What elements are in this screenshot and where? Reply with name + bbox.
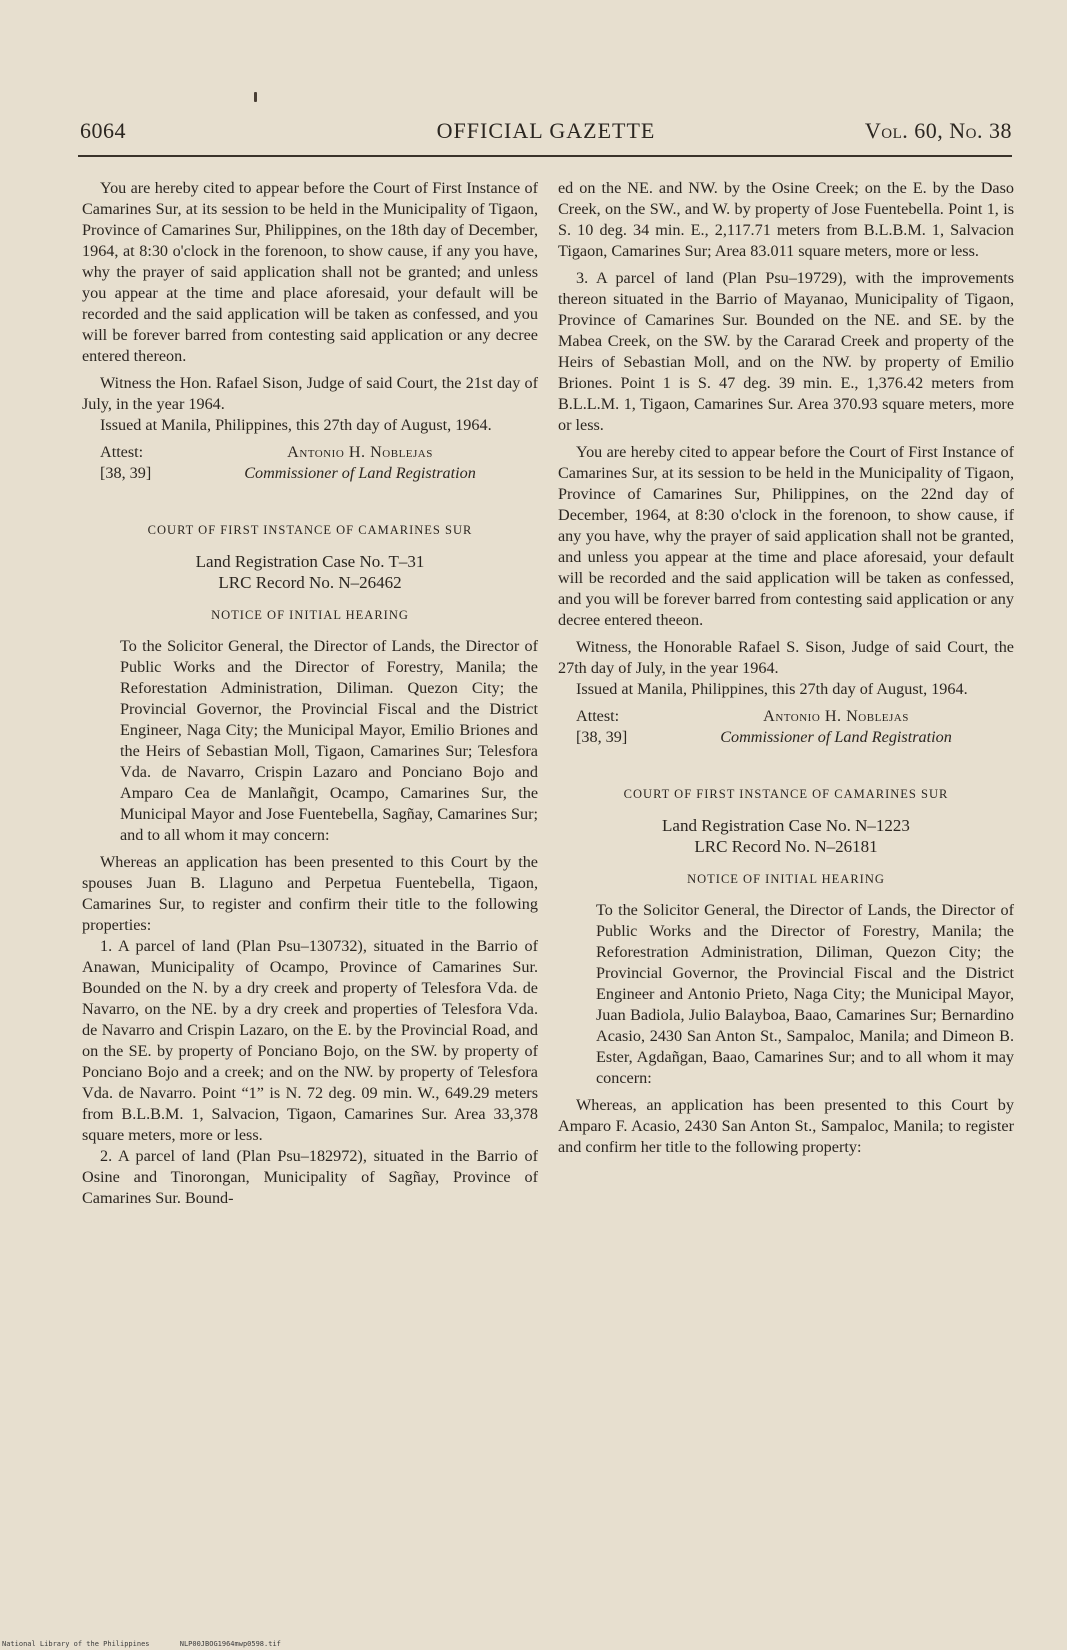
citation-paragraph: You are hereby cited to appear before the Court of First Instance of Camarines Sur, at its session to be held in the Municipality of Tigaon, Province of Camarines Sur, Philippines, on the 18th day of December, 1964, at 8:30 o'clock in the forenoon, to show cause, if any you have, why the prayer of said application shall not be granted; and unless you appear at the time and place aforesaid, your default will be recorded and the said application will be taken as confessed, and you will be forever barred from contesting said application or any decree entered thereon.	[82, 179, 538, 365]
witness-block	[82, 373, 538, 436]
notice-heading: NOTICE OF INITIAL HEARING	[211, 608, 409, 622]
left-column	[82, 178, 538, 1215]
issued-paragraph: Issued at Manila, Philippines, this 27th day of August, 1964.	[576, 680, 968, 698]
attest-title: Commissioner of Land Registration	[244, 464, 476, 482]
page-number: 6064	[80, 118, 126, 143]
parcel-3-paragraph: 3. A parcel of land (Plan Psu–19729), with the improvements thereon situated in the Barrio of Mayanao, Municipality of Tigaon, Province of Camarines Sur. Bounded on the NE. and SE. by the Mabea Creek, on the SW. by the Cararad Creek and property of the Heirs of Sebastian Moll, and on the NW. by property of Emilio Briones. Point 1 is S. 47 deg. 39 min. E., 1,376.42 meters from B.L.L.M. 1, Tigaon, Camarines Sur. Area 370.93 square meters, more or less.	[558, 269, 1014, 434]
volume-number: Vol. 60, No. 38	[864, 118, 1012, 143]
lrc-record-number: LRC Record No. N–26462	[218, 573, 402, 592]
application-paragraph: Whereas, an application has been presented to this Court by Amparo F. Acasio, 2430 San Anton St., Sampaloc, Manila; to register and confirm her title to the following property:	[558, 1096, 1014, 1156]
attest-label: Attest:	[100, 443, 144, 461]
notice-heading: NOTICE OF INITIAL HEARING	[687, 872, 885, 886]
address-paragraph: To the Solicitor General, the Director of Lands, the Director of Public Works and the Director of Forestry, Manila; the Reforestration Administration, Diliman, Quezon City; the Provincial Governor, the Provincial Fiscal and the District Engineer and Antonio Prieto, Naga City; the Municipal Mayor, Juan Badiola, Julio Balayboa, Baao, Camarines Sur; Bernardino Acasio, 2430 San Anton St., Sampaloc, Manila; and Dimeon B. Ester, Agdañgan, Baao, Camarines Sur; and to all whom it may concern:	[596, 901, 1014, 1087]
application-block	[82, 852, 538, 1209]
parcel-2-continuation: ed on the NE. and NW. by the Osine Creek; on the E. by the Daso Creek, on the SW., and W. by property of Jose Fuentebella. Point 1, is S. 10 deg. 34 min. E., 2,117.71 meters from B.L.B.M. 1, Salvacion Tigaon, Camarines Sur; Area 83.011 square meters, more or less.	[558, 179, 1014, 260]
right-column	[558, 178, 1014, 1164]
parcel-1-paragraph: 1. A parcel of land (Plan Psu–130732), situated in the Barrio of Anawan, Municipality of Ocampo, Province of Camarines Sur. Bounded on the N. by a dry creek and property of Telesfora Vda. de Navarro, on the NE. by a dry creek and properties of Telesfora Vda. de Navarro and Crispin Lazaro, on the E. by the Provincial Road, and on the SE. by property of Ponciano Bojo, on the SW. by property of Ponciano Bojo and a creek; and on the NW. by property of Telesfora Vda. de Navarro. Point “1” is N. 72 deg. 09 min. W., 649.29 meters from B.L.B.M. 1, Salvacion, Tigaon, Camarines Sur. Area 33,378 square meters, more or less.	[82, 937, 538, 1144]
address-paragraph: To the Solicitor General, the Director of Lands, the Director of Public Works and the Director of Forestry, Manila; the Reforestation Administration, Diliman. Quezon City; the Provincial Governor, the Provincial Fiscal and the District Engineer, Naga City; the Municipal Mayor, Emilio Briones and the Heirs of Sebastian Moll, Tigaon, Camarines Sur; Telesfora Vda. de Navarro, Crispin Lazaro and Ponciano Bojo and Amparo Cea de Manlañgit, Ocampo, Camarines Sur, the Municipal Mayor and Jose Fuentebella, Sagñay, Camarines Sur; and to all whom it may concern:	[120, 637, 538, 844]
witness-paragraph: Witness the Hon. Rafael Sison, Judge of said Court, the 21st day of July, in the year 1964.	[82, 374, 538, 413]
court-heading: COURT OF FIRST INSTANCE OF CAMARINES SUR	[147, 523, 473, 537]
case-number: Land Registration Case No. N–1223	[662, 816, 910, 835]
page-header	[80, 118, 1012, 152]
witness-paragraph: Witness, the Honorable Rafael S. Sison, Judge of said Court, the 27th day of July, in the year 1964.	[558, 638, 1014, 677]
publication-title: OFFICIAL GAZETTE	[436, 118, 656, 143]
parcel-2-paragraph: 2. A parcel of land (Plan Psu–182972), situated in the Barrio of Osine and Tinorongan, Municipality of Sagñay, Province of Camarines Sur. Bound-	[82, 1147, 538, 1207]
header-rule	[78, 155, 1012, 157]
ink-speck	[254, 92, 257, 102]
library-credit: National Library of the Philippines	[2, 1640, 150, 1648]
attest-ref: [38, 39]	[100, 464, 152, 482]
scan-filename: NLP00JBOG1964mwp0598.tif	[179, 1640, 281, 1648]
court-heading: COURT OF FIRST INSTANCE OF CAMARINES SUR	[623, 787, 949, 801]
case-number: Land Registration Case No. T–31	[195, 552, 425, 571]
attest-label: Attest:	[576, 707, 620, 725]
attest-title: Commissioner of Land Registration	[720, 728, 952, 746]
application-paragraph: Whereas an application has been presented to this Court by the spouses Juan B. Llaguno and Perpetua Fuentebella, Tigaon, Camarines Sur, to register and confirm their title to the following properties:	[82, 853, 538, 934]
lrc-record-number: LRC Record No. N–26181	[694, 837, 878, 856]
issued-paragraph: Issued at Manila, Philippines, this 27th day of August, 1964.	[100, 416, 492, 434]
citation-paragraph: You are hereby cited to appear before the Court of First Instance of Camarines Sur, at its session to be held in the Municipality of Tigaon, Province of Camarines Sur, Philippines, on the 22nd day of December, 1964, at 8:30 o'clock in the forenoon, to show cause, if any you have, why the prayer of said application shall not be granted, and unless you appear at the time and place aforesaid, your default will be recorded and the said application will be taken as confessed, and you will be forever barred from contesting said application or any decree entered theeon.	[558, 443, 1014, 629]
attest-ref: [38, 39]	[576, 728, 628, 746]
attest-block	[558, 706, 1014, 748]
attest-name: Antonio H. Noblejas	[287, 443, 433, 461]
attest-name: Antonio H. Noblejas	[763, 707, 909, 725]
witness-block	[558, 637, 1014, 700]
attest-block	[82, 442, 538, 484]
scan-footer	[2, 1640, 281, 1648]
